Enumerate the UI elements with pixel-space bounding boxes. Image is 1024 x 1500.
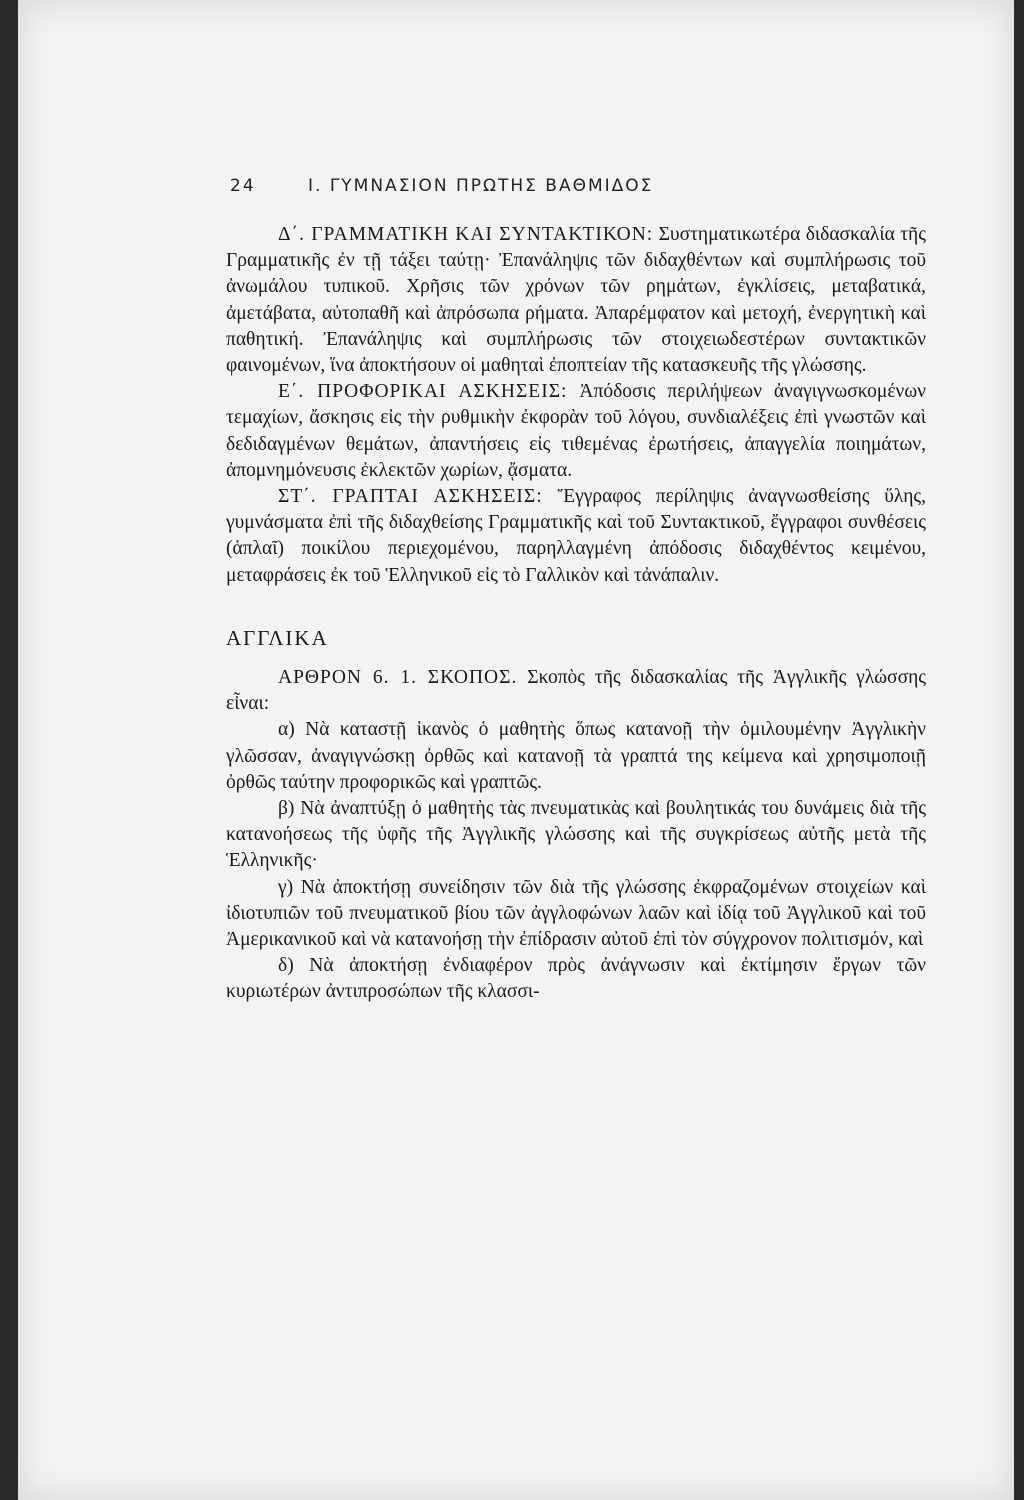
page-number: 24 xyxy=(230,176,256,196)
section-heading: ΣΤ΄. ΓΡΑΠΤΑΙ ΑΣΚΗΣΕΙΣ: xyxy=(278,486,543,508)
article-paragraph xyxy=(226,665,926,717)
list-item: α) Νὰ καταστῇ ἱκανὸς ὁ μαθητὴς ὅπως κατανοῇ τὴν ὁμιλουμένην Ἀγγλικὴν γλῶσσαν, ἀναγιγνώσκῃ ὀρθῶς καὶ κατανοῇ τὰ γραπτά της κείμενα καὶ χρησιμοποιῇ ὀρθῶς ταύτην προφορικῶς καὶ γραπτῶς. xyxy=(226,719,926,793)
section-grammar xyxy=(226,222,926,379)
section-heading: Δ΄. ΓΡΑΜΜΑΤΙΚΗ ΚΑΙ ΣΥΝΤΑΚΤΙΚΟΝ: xyxy=(278,224,654,245)
list-item: β) Νὰ ἀναπτύξῃ ὁ μαθητὴς τὰς πνευματικὰς καὶ βουλητικάς του δυνάμεις διὰ τῆς κατανοήσεως τῆς ὑφῆς τῆς Ἀγγλικῆς γλώσσης καὶ τῆς συγκρίσεως αὐτῆς μετὰ τῆς Ἑλληνικῆς· xyxy=(226,798,926,872)
body-text xyxy=(226,222,926,1006)
article-heading: ΑΡΘΡΟΝ 6. 1. ΣΚΟΠΟΣ. xyxy=(278,667,518,689)
section-written-exercises xyxy=(226,484,926,589)
section-heading: Ε΄. ΠΡΟΦΟΡΙΚΑΙ ΑΣΚΗΣΕΙΣ: xyxy=(278,381,568,403)
book-page xyxy=(18,0,1014,1500)
article-text: Σκοπὸς τῆς διδασκαλίας τῆς Ἀγγλικῆς γλώσσης εἶναι: xyxy=(226,667,926,715)
section-text: Συστηματικωτέρα διδασκαλία τῆς Γραμματικῆς ἐν τῇ τάξει ταύτῃ· Ἐπανάληψις τῶν διδαχθέντων καὶ συμπλήρωσις τοῦ ἀνωμάλου τυπικοῦ. Χρῆσις τῶν χρόνων τῶν ρημάτων, ἐγκλίσεις, μεταβατικά, ἀμετάβατα, αὐτοπαθῆ καὶ ἀπρόσωπα ρήματα. Ἀπαρέμφατον καὶ μετοχή, ἐνεργητικὴ καὶ παθητική. Ἐπανάληψις καὶ συμπλήρωσις τῶν στοιχειωδεστέρων συντακτικῶν φαινομένων, ἵνα ἀποκτήσουν οἱ μαθηταὶ ἐποπτείαν τῆς κατασκευῆς τῆς γλώσσης. xyxy=(226,224,926,377)
section-text: Ἀπόδοσις περιλήψεων ἀναγιγνωσκομένων τεμαχίων, ἄσκησις εἰς τὴν ρυθμικὴν ἐκφορὰν τοῦ λόγου, συνδιαλέξεις ἐπὶ γνωστῶν καὶ δεδιδαγμένων θεμάτων, ἀπαντήσεις εἰς τιθεμένας ἐρωτήσεις, ἀπαγγελία ποιημάτων, ἀπομνημόνευσις ἐκλεκτῶν χωρίων, ᾄσματα. xyxy=(226,381,926,481)
section-text: Ἔγγραφος περίληψις ἀναγνωσθείσης ὕλης, γυμνάσματα ἐπὶ τῆς διδαχθείσης Γραμματικῆς καὶ τοῦ Συντακτικοῦ, ἔγγραφοι συνθέσεις (ἁπλαῖ) ποικίλου περιεχομένου, παρηλλαγμένη ἀπόδοσις διδαχθέντος κειμένου, μεταφράσεις ἐκ τοῦ Ἑλληνικοῦ εἰς τὸ Γαλλικὸν καὶ τἀνάπαλιν. xyxy=(226,486,926,586)
english-section-title: ΑΓΓΛΙΚΑ xyxy=(226,625,329,650)
running-title: Ι. ΓΥΜΝΑΣΙΟΝ ΠΡΩΤΗΣ ΒΑΘΜΙΔΟΣ xyxy=(308,176,654,196)
list-item: δ) Νὰ ἀποκτήσῃ ἐνδιαφέρον πρὸς ἀνάγνωσιν καὶ ἐκτίμησιν ἔργων τῶν κυριωτέρων ἀντιπροσώπων τῆς κλασσι- xyxy=(226,955,926,1003)
section-oral-exercises xyxy=(226,379,926,484)
page-header xyxy=(230,176,930,196)
list-item: γ) Νὰ ἀποκτήσῃ συνείδησιν τῶν διὰ τῆς γλώσσης ἐκφραζομένων στοιχείων καὶ ἰδιοτυπιῶν τοῦ πνευματικοῦ βίου τῶν ἀγγλοφώνων λαῶν καὶ ἰδίᾳ τοῦ Ἀγγλικοῦ καὶ τοῦ Ἀμερικανικοῦ καὶ νὰ κατανοήσῃ τὴν ἐπίδρασιν αὐτοῦ ἐπὶ τὸν σύγχρονον πολιτισμόν, καὶ xyxy=(226,876,926,951)
